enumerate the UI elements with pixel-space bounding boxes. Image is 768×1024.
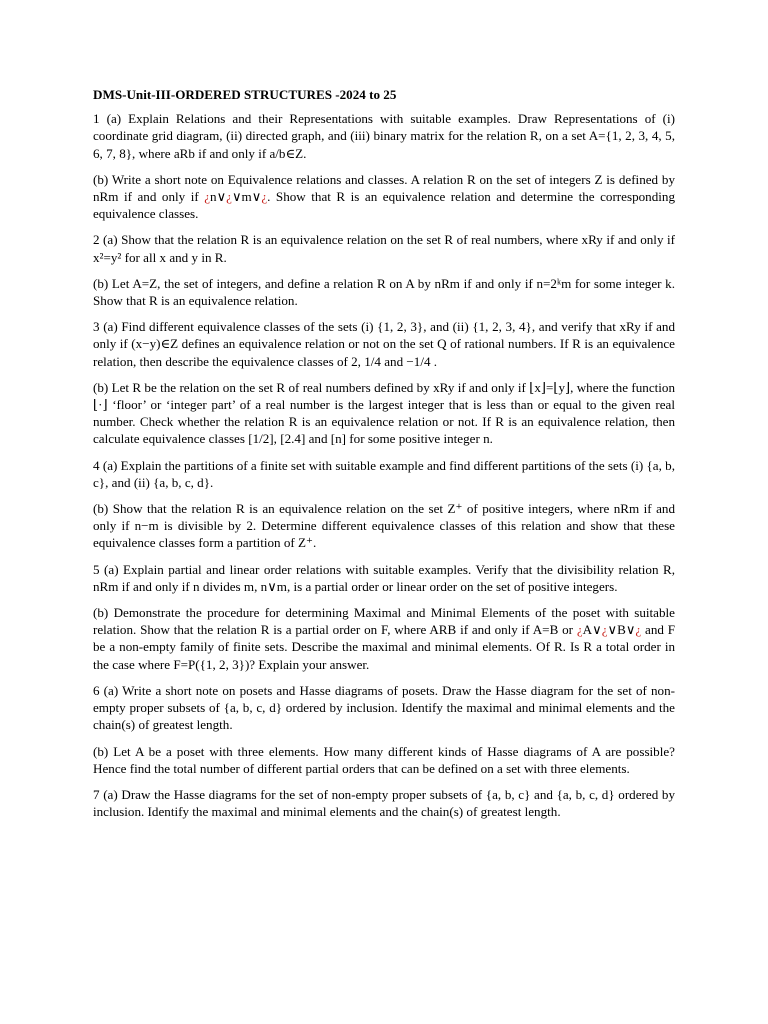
document-title: DMS-Unit-III-ORDERED STRUCTURES -2024 to 25 [93,87,397,102]
garbled-glyph: ¿ [576,622,583,638]
garbled-glyph: ¿ [261,189,268,205]
question-3b: (b) Let R be the relation on the set R of real numbers defined by xRy if and only if ⌊x⌋=⌊y⌋, where the function ⌊·⌋ ‘floor’ or ‘integer part’ of a real number is the largest integer that is less than or equal to the given real number. Check whether the relation R is an equivalence relation or not. If R is an equivalence relation, then calculate equivalence classes [1/2], [2.4] and [n] for some positive integer n. [93,379,675,447]
document-content [93,86,675,829]
question-1b: (b) Write a short note on Equivalence relations and classes. A relation R on the set of integers Z is defined by nRm if and only if ¿n∨¿∨m∨¿. Show that R is an equivalence relation and determine the corresponding equivalence classes. [93,171,675,222]
question-2a: 2 (a) Show that the relation R is an equivalence relation on the set R of real numbers, where xRy if and only if x²=y² for all x and y in R. [93,232,675,265]
question-3a: 3 (a) Find different equivalence classes of the sets (i) {1, 2, 3}, and (ii) {1, 2, 3, 4}, and verify that xRy if and only if (x−y)∈Z defines an equivalence relation or not on the set Q of rational numbers. If R is an equivalence relation, then describe the equivalence classes of 2, 1/4 and −1/4 . [93,319,675,369]
garbled-glyph: ¿ [226,189,232,205]
garbled-glyph: ¿ [601,622,608,638]
garbled-glyph: ¿ [204,189,211,205]
question-6a: 6 (a) Write a short note on posets and Hasse diagrams of posets. Draw the Hasse diagram for the set of non-empty proper subsets of {a, b, c, d} ordered by inclusion. Identify the maximal and minimal elements and the chain(s) of greatest length. [93,682,675,733]
question-4b: (b) Show that the relation R is an equivalence relation on the set Z⁺ of positive integers, where nRm if and only if n−m is divisible by 2. Determine different equivalence classes of this relation and show that these equivalence classes form a partition of Z⁺. [93,501,675,551]
question-6b: (b) Let A be a poset with three elements. How many different kinds of Hasse diagrams of A are possible? Hence find the total number of different partial orders that can be defined on a set with three elements. [93,743,675,776]
question-1a: 1 (a) Explain Relations and their Representations with suitable examples. Draw Representations of (i) coordinate grid diagram, (ii) directed graph, and (iii) binary matrix for the relation R, on a set A={1, 2, 3, 4, 5, 6, 7, 8}, where aRb if and only if a/b∈Z. [93,111,675,161]
question-5b: (b) Demonstrate the procedure for determining Maximal and Minimal Elements of the poset with suitable relation. Show that the relation R is a partial order on F, where ARB if and only if A=B or ¿A∨¿∨B∨¿ and F be a non-empty family of finite sets. Describe the maximal and minimal elements. Of R. Is R a total order in the case where F=P({1, 2, 3})? Explain your answer. [93,605,676,672]
question-7a: 7 (a) Draw the Hasse diagrams for the set of non-empty proper subsets of {a, b, c} and {a, b, c, d} ordered by inclusion. Identify the maximal and minimal elements and the chain(s) of greatest length. [93,786,675,820]
question-5a: 5 (a) Explain partial and linear order relations with suitable examples. Verify that the divisibility relation R, nRm if and only if n divides m, n∨m, is a partial order or linear order on the set of positive integers. [93,561,675,594]
question-2b: (b) Let A=Z, the set of integers, and define a relation R on A by nRm if and only if n=2ᵏm for some integer k. Show that R is an equivalence relation. [93,275,675,309]
question-4a: 4 (a) Explain the partitions of a finite set with suitable example and find different partitions of the sets (i) {a, b, c}, and (ii) {a, b, c, d}. [93,457,675,490]
garbled-glyph: ¿ [635,622,642,638]
